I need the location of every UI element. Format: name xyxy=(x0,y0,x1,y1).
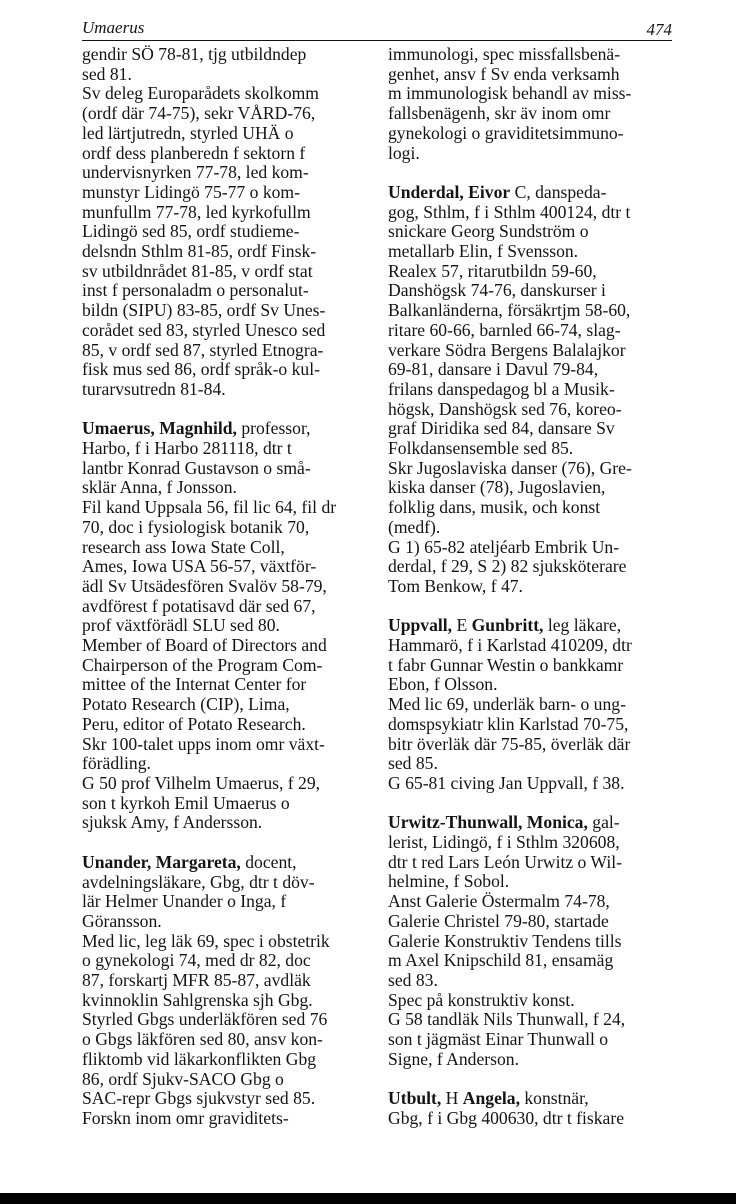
text-line xyxy=(82,1010,382,1030)
text-segment: helmine, f Sobol. xyxy=(388,871,510,892)
text-segment: lär Helmer Unander o Inga, f xyxy=(82,891,287,912)
text-line xyxy=(388,1050,678,1070)
biography-entry xyxy=(82,853,382,1129)
text-segment: (medf). xyxy=(388,516,441,537)
text-segment: domspsykiatr klin Karlstad 70-75, xyxy=(388,713,629,734)
text-line xyxy=(82,577,382,597)
text-line xyxy=(388,991,678,1011)
text-line xyxy=(388,735,678,755)
biography-entry xyxy=(82,45,382,400)
text-segment: G 50 prof Vilhelm Umaerus, f 29, xyxy=(82,773,321,793)
text-segment: E xyxy=(452,615,472,636)
text-segment: 70, doc i fysiologisk botanik 70, xyxy=(82,516,310,537)
text-line xyxy=(388,281,678,301)
text-segment: docent, xyxy=(240,851,297,872)
text-segment: sed 83. xyxy=(388,970,438,990)
text-line xyxy=(388,971,678,991)
text-line xyxy=(82,321,382,341)
text-segment: G 1) 65-82 ateljéarb Embrik Un- xyxy=(388,536,620,557)
text-segment: sv utbildnrådet 81-85, v ordf stat xyxy=(82,260,313,281)
text-segment: 85, v ordf sed 87, styrled Etnogra- xyxy=(82,339,324,360)
text-segment: Gbg, f i Gbg 400630, dtr t fiskare xyxy=(388,1107,625,1128)
text-segment: metallarb Elin, f Svensson. xyxy=(388,241,579,262)
text-segment: ordf dess planberedn f sektorn f xyxy=(82,142,306,163)
text-line xyxy=(82,636,382,656)
text-line xyxy=(388,538,678,558)
text-segment: bildn (SIPU) 83-85, ordf Sv Unes- xyxy=(82,300,326,321)
text-line xyxy=(82,518,382,538)
text-line xyxy=(82,754,382,774)
text-segment: ädl Sv Utsädesfören Svalöv 58-79, xyxy=(82,575,327,596)
text-line xyxy=(82,360,382,380)
text-line xyxy=(388,833,678,853)
text-line xyxy=(388,400,678,420)
text-line xyxy=(82,675,382,695)
text-segment: gynekologi o graviditetsimmuno- xyxy=(388,122,624,143)
text-segment: snickare Georg Sundström o xyxy=(388,221,589,242)
right-column xyxy=(388,45,678,1129)
text-line xyxy=(82,991,382,1011)
text-segment: graf Diridika sed 84, dansare Sv xyxy=(388,418,615,439)
text-segment: o Gbgs läkfören sed 80, ansv kon- xyxy=(82,1029,323,1050)
text-line xyxy=(82,912,382,932)
text-line xyxy=(82,478,382,498)
text-line xyxy=(82,222,382,242)
biography-entry xyxy=(388,813,678,1069)
text-line xyxy=(388,144,678,164)
text-segment: gog, Sthlm, f i Sthlm 400124, dtr t xyxy=(388,201,631,222)
text-line xyxy=(82,183,382,203)
text-segment: 87, forskartj MFR 85-87, avdläk xyxy=(82,970,311,991)
text-segment: gal- xyxy=(587,812,620,833)
text-line xyxy=(388,774,678,794)
text-segment: ritare 60-66, barnled 66-74, slag- xyxy=(388,319,621,340)
text-segment: corådet sed 83, styrled Unesco sed xyxy=(82,319,326,340)
text-line xyxy=(82,203,382,223)
text-line xyxy=(82,695,382,715)
text-segment: Galerie Konstruktiv Tendens tills xyxy=(388,930,622,951)
text-line xyxy=(388,124,678,144)
text-segment: sklär Anna, f Jonsson. xyxy=(82,477,237,498)
text-line xyxy=(388,478,678,498)
text-line xyxy=(388,813,678,833)
text-segment: immunologi, spec missfallsbenä- xyxy=(388,44,621,64)
text-line xyxy=(388,380,678,400)
text-line xyxy=(388,1089,678,1109)
text-line xyxy=(82,380,382,400)
text-line xyxy=(388,518,678,538)
text-line xyxy=(82,144,382,164)
text-line xyxy=(388,1030,678,1050)
text-line xyxy=(82,597,382,617)
text-segment: Anst Galerie Östermalm 74-78, xyxy=(388,891,610,912)
text-line xyxy=(82,1050,382,1070)
text-segment: son t jägmäst Einar Thunwall o xyxy=(388,1029,609,1050)
text-segment: son t kyrkoh Emil Umaerus o xyxy=(82,792,290,813)
text-line xyxy=(82,281,382,301)
text-line xyxy=(82,932,382,952)
text-segment: (ordf där 74-75), sekr VÅRD-76, xyxy=(82,103,316,124)
text-segment: dtr t red Lars León Urwitz o Wil- xyxy=(388,851,622,872)
text-segment: o gynekologi 74, med dr 82, doc xyxy=(82,950,311,971)
text-line xyxy=(388,360,678,380)
text-segment: avdelningsläkare, Gbg, dtr t döv- xyxy=(82,871,315,892)
text-segment: mittee of the Internat Center for xyxy=(82,674,307,695)
text-line xyxy=(82,774,382,794)
text-segment: derdal, f 29, S 2) 82 sjuksköterare xyxy=(388,556,627,577)
entry-name: Uppvall, xyxy=(388,615,453,636)
text-segment: G 65-81 civing Jan Uppvall, f 38. xyxy=(388,772,625,793)
text-line xyxy=(388,892,678,912)
text-line xyxy=(82,1030,382,1050)
text-segment: logi. xyxy=(388,142,420,163)
text-segment: leg läkare, xyxy=(543,615,622,636)
text-line xyxy=(388,45,678,65)
text-line xyxy=(388,301,678,321)
text-line xyxy=(82,1089,382,1109)
text-line xyxy=(82,124,382,144)
text-line xyxy=(388,932,678,952)
text-line xyxy=(82,971,382,991)
text-line xyxy=(388,951,678,971)
text-line xyxy=(388,84,678,104)
text-segment: gendir SÖ 78-81, tjg utbildndep xyxy=(82,44,307,64)
text-segment: Member of Board of Directors and xyxy=(82,635,327,656)
text-line xyxy=(388,459,678,479)
text-segment: Galerie Christel 79-80, startade xyxy=(388,910,609,931)
text-segment: Folkdansensemble sed 85. xyxy=(388,438,574,459)
text-line xyxy=(82,84,382,104)
text-line xyxy=(82,341,382,361)
text-line xyxy=(388,675,678,695)
text-segment: Peru, editor of Potato Research. xyxy=(82,713,306,734)
text-segment: Forskn inom omr graviditets- xyxy=(82,1107,289,1128)
text-segment: sed 85. xyxy=(388,753,438,774)
text-segment: Lidingö sed 85, ordf studieme- xyxy=(82,221,300,242)
biography-entry xyxy=(388,616,678,793)
text-line xyxy=(82,853,382,873)
text-line xyxy=(82,892,382,912)
text-segment: lerist, Lidingö, f i Sthlm 320608, xyxy=(388,832,620,853)
text-line xyxy=(82,45,382,65)
text-segment: verkare Södra Bergens Balalajkor xyxy=(388,339,626,360)
text-segment: H xyxy=(441,1088,463,1109)
text-segment: högsk, Danshögsk sed 76, koreo- xyxy=(388,398,622,419)
text-segment: m Axel Knipschild 81, ensamäg xyxy=(388,950,614,971)
text-line xyxy=(82,616,382,636)
text-line xyxy=(388,872,678,892)
text-segment: Styrled Gbgs underläkfören sed 76 xyxy=(82,1009,328,1030)
text-line xyxy=(388,341,678,361)
text-segment: Med lic, leg läk 69, spec i obstetrik xyxy=(82,930,330,951)
text-line xyxy=(388,1010,678,1030)
text-segment: t fabr Gunnar Westin o bankkamr xyxy=(388,654,624,675)
text-line xyxy=(82,242,382,262)
running-head: Umaerus xyxy=(82,18,145,37)
text-segment: Tom Benkow, f 47. xyxy=(388,575,523,596)
text-line xyxy=(82,1109,382,1129)
text-line xyxy=(82,262,382,282)
biography-entry xyxy=(388,183,678,597)
text-line xyxy=(388,65,678,85)
text-segment: professor, xyxy=(236,418,311,439)
text-segment: munfullm 77-78, led kyrkofullm xyxy=(82,201,311,222)
left-column xyxy=(82,45,382,1129)
text-line xyxy=(388,419,678,439)
text-line xyxy=(388,577,678,597)
entry-name: Gunbritt, xyxy=(471,615,544,636)
text-segment: Potato Research (CIP), Lima, xyxy=(82,694,290,715)
entry-name: Utbult, xyxy=(388,1088,442,1109)
text-line xyxy=(82,301,382,321)
text-line xyxy=(82,735,382,755)
text-segment: Sv deleg Europarådets skolkomm xyxy=(82,83,319,104)
text-line xyxy=(82,794,382,814)
text-segment: 86, ordf Sjukv-SACO Gbg o xyxy=(82,1068,284,1089)
text-line xyxy=(388,636,678,656)
text-segment: frilans danspedagog bl a Musik- xyxy=(388,378,615,399)
text-line xyxy=(82,163,382,183)
text-line xyxy=(82,459,382,479)
text-line xyxy=(82,65,382,85)
text-segment: Fil kand Uppsala 56, fil lic 64, fil dr xyxy=(82,497,337,518)
text-segment: delsndn Sthlm 81-85, ordf Finsk- xyxy=(82,241,317,262)
text-line xyxy=(82,419,382,439)
text-segment: Spec på konstruktiv konst. xyxy=(388,989,575,1010)
text-segment: sjuksk Amy, f Andersson. xyxy=(82,812,263,833)
text-line xyxy=(388,498,678,518)
text-segment: G 58 tandläk Nils Thunwall, f 24, xyxy=(388,1009,626,1030)
text-segment: prof växtförädl SLU sed 80. xyxy=(82,615,280,636)
text-segment: Göransson. xyxy=(82,910,162,931)
biography-entry xyxy=(388,45,678,163)
entry-name: Urwitz-Thunwall, Monica, xyxy=(388,812,588,833)
text-segment: 69-81, dansare i Davul 79-84, xyxy=(388,359,599,380)
biography-entry xyxy=(82,419,382,833)
text-line xyxy=(388,321,678,341)
text-line xyxy=(388,656,678,676)
text-line xyxy=(82,715,382,735)
text-line xyxy=(82,873,382,893)
text-segment: sed 81. xyxy=(82,63,132,84)
text-segment: lantbr Konrad Gustavson o små- xyxy=(82,457,311,478)
text-segment: fallsbenägenh, skr äv inom omr xyxy=(388,103,611,124)
text-line xyxy=(388,222,678,242)
text-segment: led lärtjutredn, styrled UHÄ o xyxy=(82,122,294,143)
text-segment: Skr 100-talet upps inom omr växt- xyxy=(82,733,325,754)
text-line xyxy=(388,262,678,282)
text-segment: Ames, Iowa USA 56-57, växtför- xyxy=(82,556,317,577)
text-line xyxy=(388,557,678,577)
text-segment: konstnär, xyxy=(519,1088,589,1109)
text-line xyxy=(82,538,382,558)
text-segment: kiska danser (78), Jugoslavien, xyxy=(388,477,606,498)
text-segment: C, danspeda- xyxy=(510,181,607,202)
text-line xyxy=(388,616,678,636)
text-segment: munstyr Lidingö 75-77 o kom- xyxy=(82,181,300,202)
text-segment: genhet, ansv f Sv enda verksamh xyxy=(388,63,620,84)
text-segment: förädling. xyxy=(82,753,151,774)
text-segment: kvinnoklin Sahlgrenska sjh Gbg. xyxy=(82,989,313,1010)
text-line xyxy=(388,853,678,873)
text-segment: avdförest f potatisavd där sed 67, xyxy=(82,595,316,616)
entry-name: Underdal, Eivor xyxy=(388,181,511,202)
text-segment: m immunologisk behandl av miss- xyxy=(388,83,632,104)
text-segment: Med lic 69, underläk barn- o ung- xyxy=(388,694,626,715)
entry-name: Angela, xyxy=(462,1088,520,1109)
text-line xyxy=(82,951,382,971)
text-segment: fliktomb vid läkarkonflikten Gbg xyxy=(82,1048,317,1069)
text-segment: Balkanländerna, försäkrtjm 58-60, xyxy=(388,300,631,321)
text-line xyxy=(82,656,382,676)
text-line xyxy=(388,104,678,124)
page-header xyxy=(82,14,672,41)
text-line xyxy=(388,695,678,715)
text-line xyxy=(388,203,678,223)
text-segment: Skr Jugoslaviska danser (76), Gre- xyxy=(388,457,632,478)
entry-name: Umaerus, Magnhild, xyxy=(82,418,237,439)
scan-edge-bar xyxy=(0,1193,736,1204)
text-line xyxy=(388,754,678,774)
text-segment: bitr överläk där 75-85, överläk där xyxy=(388,733,631,754)
text-segment: fisk mus sed 86, ordf språk-o kul- xyxy=(82,359,320,380)
text-segment: Ebon, f Olsson. xyxy=(388,674,498,695)
text-line xyxy=(82,104,382,124)
text-line xyxy=(82,498,382,518)
text-line xyxy=(82,813,382,833)
text-line xyxy=(388,912,678,932)
text-line xyxy=(388,715,678,735)
text-segment: Chairperson of the Program Com- xyxy=(82,654,323,675)
text-segment: Realex 57, ritarutbildn 59-60, xyxy=(388,260,597,281)
text-line xyxy=(388,439,678,459)
text-segment: research ass Iowa State Coll, xyxy=(82,536,285,557)
entry-name: Unander, Margareta, xyxy=(82,851,241,872)
text-segment: SAC-repr Gbgs sjukvstyr sed 85. xyxy=(82,1088,316,1109)
text-segment: Harbo, f i Harbo 281118, dtr t xyxy=(82,438,292,459)
text-segment: folklig dans, musik, och konst xyxy=(388,497,601,518)
text-segment: turarvsutredn 81-84. xyxy=(82,378,226,399)
text-line xyxy=(388,183,678,203)
text-segment: inst f personaladm o personalut- xyxy=(82,280,309,301)
text-segment: Danshögsk 74-76, danskurser i xyxy=(388,280,606,301)
text-segment: Hammarö, f i Karlstad 410209, dtr xyxy=(388,635,632,656)
text-segment: Signe, f Anderson. xyxy=(388,1048,519,1069)
text-line xyxy=(82,1070,382,1090)
page-number: 474 xyxy=(646,20,672,39)
text-line xyxy=(82,439,382,459)
biography-entry xyxy=(388,1089,678,1128)
text-line xyxy=(388,242,678,262)
text-line xyxy=(82,557,382,577)
text-segment: undervisnyrken 77-78, led kom- xyxy=(82,162,309,183)
text-line xyxy=(388,1109,678,1129)
